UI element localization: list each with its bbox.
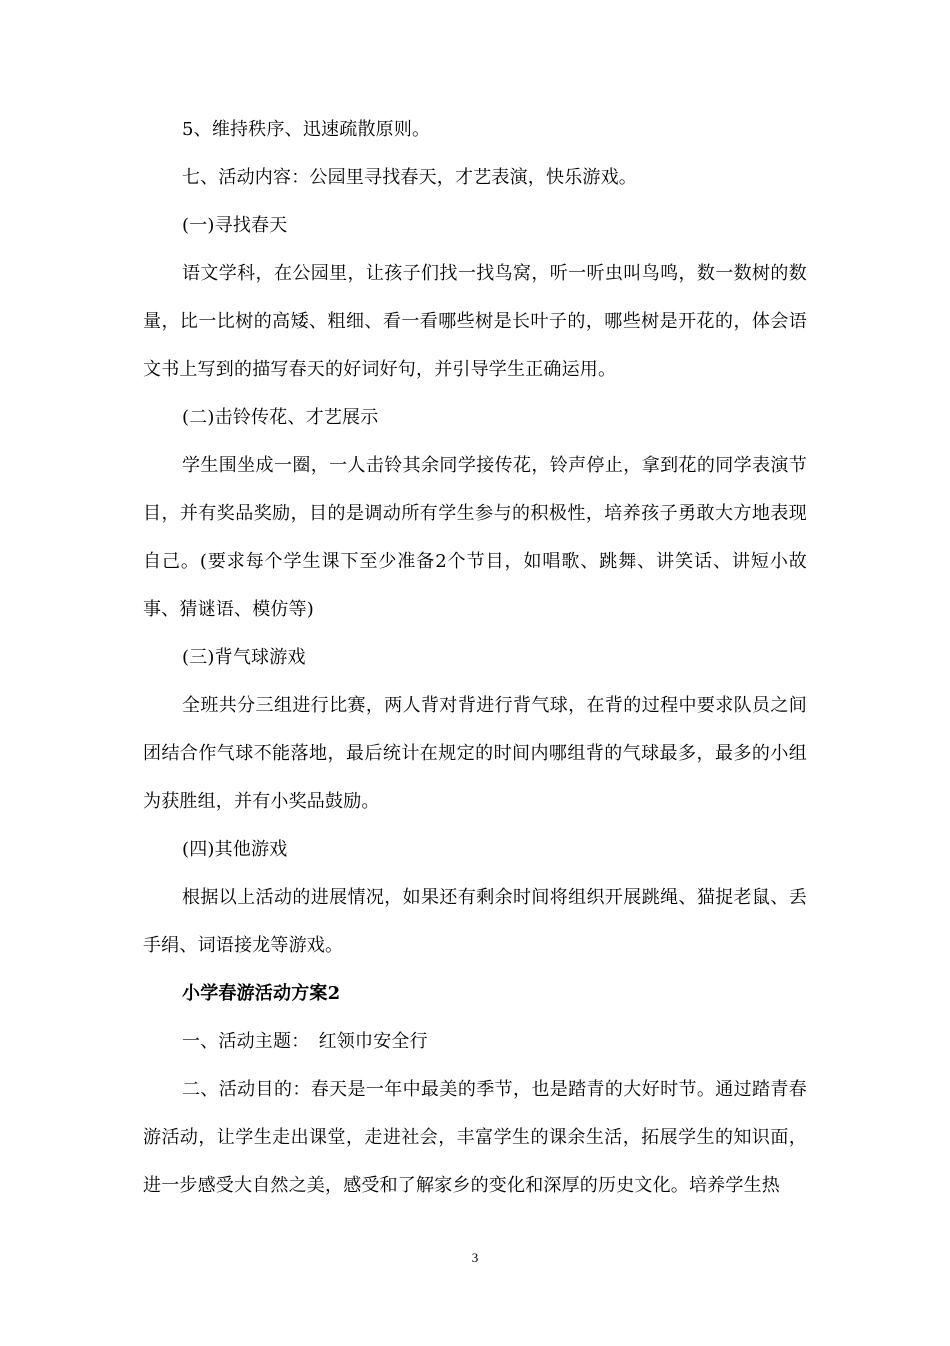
section-heading-pass-flower: (二)击铃传花、才艺展示 (182, 407, 379, 428)
paragraph-order-principle: 5、维持秩序、迅速疏散原则。 (182, 119, 431, 140)
plan-title: 小学春游活动方案2 (182, 983, 341, 1004)
paragraph-pass-flower: 学生围坐成一圈，一人击铃其余同学接传花，铃声停止，拿到花的同学表演节目，并有奖品奖励，目的是调动所有学生参与的积极性，培养孩子勇敢大方地表现自己。(要求每个学生课下至少准备2个节目，如唱歌、跳舞、讲笑话、讲短小故事、猜谜语、模仿等) (143, 455, 807, 620)
paragraph-balloon-game: 全班共分三组进行比赛，两人背对背进行背气球，在背的过程中要求队员之间团结合作气球不能落地，最后统计在规定的时间内哪组背的气球最多，最多的小组为获胜组，并有小奖品鼓励。 (143, 695, 807, 812)
section-heading-find-spring: (一)寻找春天 (182, 215, 288, 236)
section-heading-other-games: (四)其他游戏 (182, 839, 288, 860)
paragraph-activity-content: 七、活动内容：公园里寻找春天，才艺表演，快乐游戏。 (182, 167, 637, 188)
document-body (143, 106, 807, 1210)
section-heading-balloon-game: (三)背气球游戏 (182, 647, 306, 668)
paragraph-activity-purpose: 二、活动目的：春天是一年中最美的季节，也是踏青的大好时节。通过踏青春游活动，让学生走出课堂，走进社会，丰富学生的课余生活，拓展学生的知识面，进一步感受大自然之美，感受和了解家乡的变化和深厚的历史文化。培养学生热 (143, 1079, 807, 1196)
paragraph-activity-theme: 一、活动主题： 红领巾安全行 (182, 1031, 428, 1052)
paragraph-other-games: 根据以上活动的进展情况，如果还有剩余时间将组织开展跳绳、猫捉老鼠、丢手绢、词语接龙等游戏。 (143, 887, 807, 956)
page-number: 3 (471, 1250, 479, 1265)
paragraph-find-spring: 语文学科，在公园里，让孩子们找一找鸟窝，听一听虫叫鸟鸣，数一数树的数量，比一比树的高矮、粗细、看一看哪些树是长叶子的，哪些树是开花的，体会语文书上写到的描写春天的好词好句，并引导学生正确运用。 (143, 263, 807, 380)
